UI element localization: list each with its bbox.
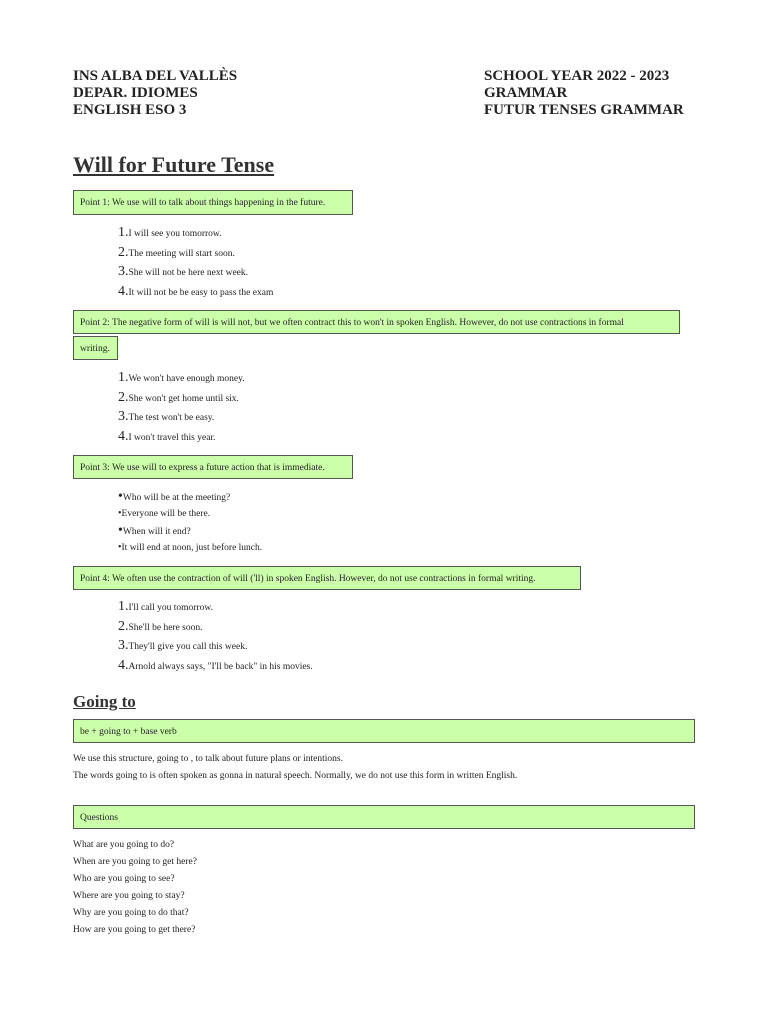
bullet-icon: • bbox=[118, 523, 123, 538]
list-item: 1.I'll call you tomorrow. bbox=[118, 599, 213, 614]
question-item: Where are you going to stay? bbox=[73, 891, 185, 901]
list-item: 1.I will see you tomorrow. bbox=[118, 225, 222, 240]
list-item: 2.She won't get home until six. bbox=[118, 389, 239, 405]
point1-box: Point 1: We use will to talk about things happening in the future. bbox=[73, 190, 353, 215]
header-left bbox=[73, 68, 237, 119]
questions-box: Questions bbox=[73, 805, 695, 829]
list-item: 4.It will not be be easy to pass the exam bbox=[118, 283, 274, 299]
list3 bbox=[118, 488, 262, 556]
list-item: 1.We won't have enough money. bbox=[118, 370, 245, 385]
list-item: 2.She'll be here soon. bbox=[118, 618, 203, 634]
point3-box: Point 3: We use will to express a future action that is immediate. bbox=[73, 455, 353, 479]
questions-list bbox=[73, 837, 197, 939]
list-item: •It will end at noon, just before lunch. bbox=[118, 542, 263, 553]
course: ENGLISH ESO 3 bbox=[73, 102, 187, 118]
bullet-icon: • bbox=[118, 508, 122, 519]
school-year: SCHOOL YEAR 2022 - 2023 bbox=[484, 68, 670, 84]
subject: GRAMMAR bbox=[484, 85, 568, 101]
question-item: How are you going to get there? bbox=[73, 925, 196, 935]
department: DEPAR. IDIOMES bbox=[73, 85, 198, 101]
bullet-icon: • bbox=[118, 489, 123, 504]
school-name: INS ALBA DEL VALLÈS bbox=[73, 68, 238, 84]
point4-box: Point 4: We often use the contraction of will ('ll) in spoken English. However, do not use contractions in formal writing. bbox=[73, 566, 581, 590]
will-section-title: Will for Future Tense bbox=[73, 152, 275, 177]
question-item: Who are you going to see? bbox=[73, 874, 175, 884]
list-item: 3.She will not be here next week. bbox=[118, 264, 249, 279]
going-to-paragraph-2: The words going to is often spoken as gonna in natural speech. Normally, we do not use this form in written English. bbox=[73, 771, 518, 781]
list4 bbox=[118, 597, 313, 675]
list2 bbox=[118, 368, 245, 446]
list-item: 3.The test won't be easy. bbox=[118, 409, 215, 424]
point2-box-continued: writing. bbox=[73, 336, 118, 360]
point2-box: Point 2: The negative form of will is will not, but we often contract this to won't in spoken English. However, do not use contractions in formal bbox=[73, 310, 680, 334]
list-item: •Who will be at the meeting? bbox=[118, 489, 231, 504]
list-item: 3.They'll give you call this week. bbox=[118, 638, 248, 653]
list1 bbox=[118, 223, 273, 301]
header-right bbox=[484, 68, 684, 119]
topic: FUTUR TENSES GRAMMAR bbox=[484, 102, 684, 118]
question-item: Why are you going to do that? bbox=[73, 908, 189, 918]
list-item: •When will it end? bbox=[118, 523, 191, 538]
question-item: What are you going to do? bbox=[73, 840, 175, 850]
list-item: 4.I won't travel this year. bbox=[118, 428, 216, 444]
list-item: 2.The meeting will start soon. bbox=[118, 244, 235, 260]
going-to-section-title: Going to bbox=[73, 692, 136, 711]
list-item: 4.Arnold always says, "I'll be back" in his movies. bbox=[118, 657, 313, 673]
list-item: •Everyone will be there. bbox=[118, 508, 211, 519]
formula-box: be + going to + base verb bbox=[73, 719, 695, 743]
bullet-icon: • bbox=[118, 542, 122, 553]
going-to-paragraph-1: We use this structure, going to , to talk about future plans or intentions. bbox=[73, 754, 343, 764]
question-item: When are you going to get here? bbox=[73, 857, 197, 867]
